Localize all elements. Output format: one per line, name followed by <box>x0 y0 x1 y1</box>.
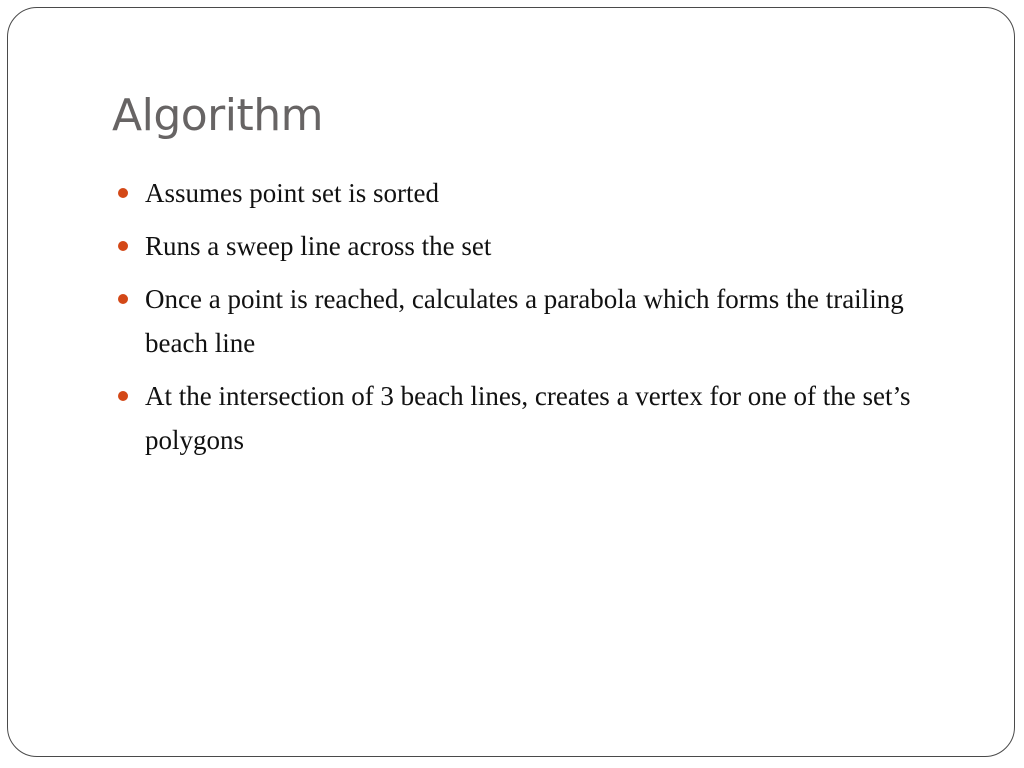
bullet-dot-icon <box>118 391 128 401</box>
bullet-text: Once a point is reached, calculates a parabola which forms the trailing beach line <box>145 284 904 358</box>
bullet-dot-icon <box>118 241 128 251</box>
bullet-item <box>114 374 954 462</box>
bullet-text: Runs a sweep line across the set <box>145 231 492 261</box>
bullet-list <box>114 171 954 471</box>
bullet-item <box>114 171 954 215</box>
bullet-text: Assumes point set is sorted <box>145 178 439 208</box>
bullet-item <box>114 224 954 268</box>
bullet-text: At the intersection of 3 beach lines, creates a vertex for one of the set’s polygons <box>145 381 911 455</box>
bullet-item <box>114 277 954 365</box>
bullet-dot-icon <box>118 294 128 304</box>
slide-title: Algorithm <box>112 90 323 141</box>
slide-frame <box>7 7 1015 757</box>
bullet-dot-icon <box>118 188 128 198</box>
